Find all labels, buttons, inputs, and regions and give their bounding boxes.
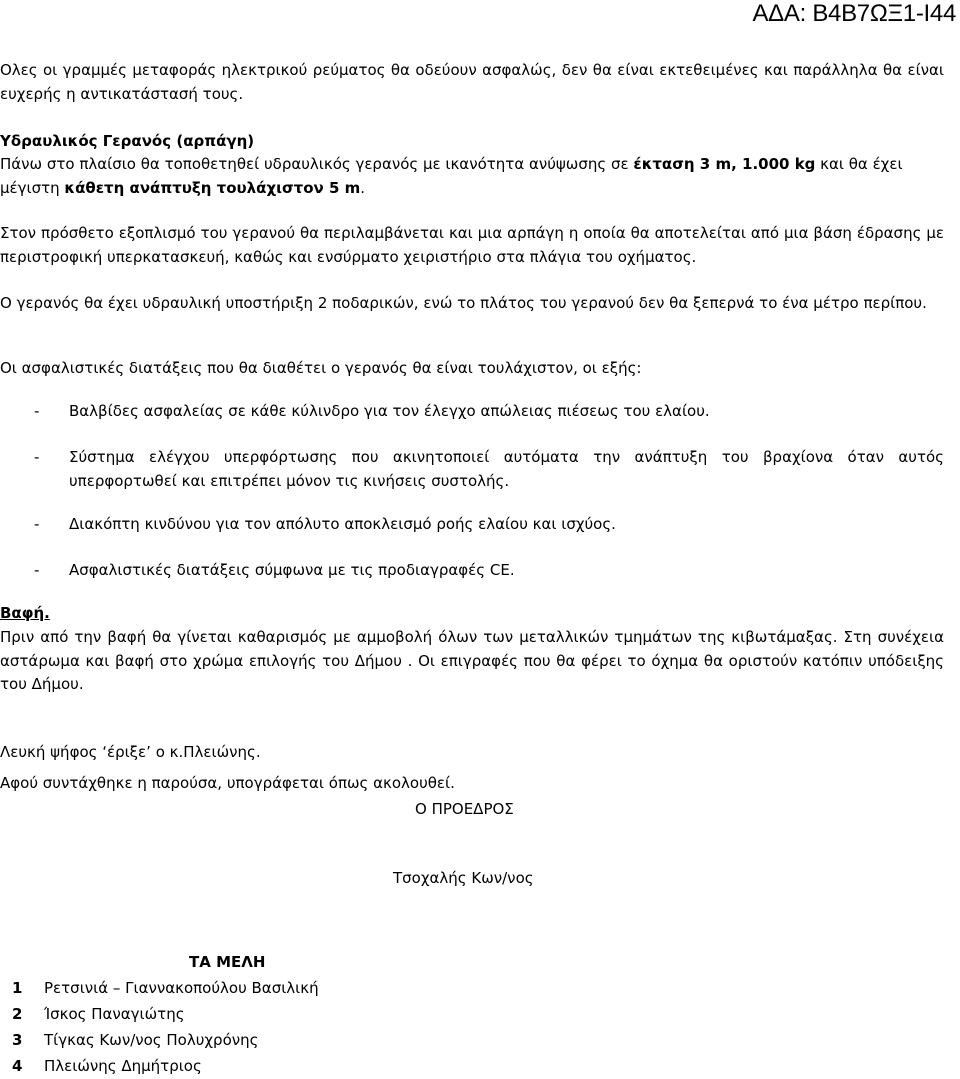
crane-spec-text-a: Πάνω στο πλαίσιο θα τοποθετηθεί υδραυλικός γερανός με ικανότητα ανύψωσης σε	[0, 155, 634, 173]
paragraph-crane-support: Ο γερανός θα έχει υδραυλική υποστήριξη 2 ποδαρικών, ενώ το πλάτος του γερανού δεν θα ξεπερνά το ένα μέτρο περίπου.	[0, 294, 927, 312]
bullet-dash: -	[34, 448, 40, 466]
paragraph-grab-equipment: Στον πρόσθετο εξοπλισμό του γερανού θα περιλαμβάνεται και μια αρπάγη η οποία θα αποτελείται από μια βάση έδρασης με περιστροφική υπερκατασκευή, καθώς και ενσύρματο χειριστήριο στα πλάγια του οχήματος.	[0, 224, 944, 266]
member-number: 1	[12, 979, 23, 997]
list-item	[0, 446, 944, 493]
member-name: Ρετσινιά – Γιαννακοπούλου Βασιλική	[44, 979, 319, 997]
bullet-dash: -	[34, 515, 40, 533]
paragraph-paint: Πριν από την βαφή θα γίνεται καθαρισμός με αμμοβολή όλων των μεταλλικών τμημάτων της κιβωτάμαξας. Στη συνέχεια αστάρωμα και βαφή στο χρώμα επιλογής του Δήμου . Οι επιγραφές που θα φέρει το όχημα θα οριστούν κατόπιν υπόδειξης του Δήμου.	[0, 628, 944, 693]
bullet-text: Ασφαλιστικές διατάξεις σύμφωνα με τις προδιαγραφές CE.	[69, 561, 515, 579]
ada-code: ΑΔΑ: Β4Β7ΩΞ1-Ι44	[752, 0, 956, 27]
crane-spec-paragraph	[0, 153, 944, 200]
vote-line: Λευκή ψήφος ‘έριξε’ ο κ.Πλειώνης.	[0, 743, 261, 761]
member-number: 3	[12, 1031, 23, 1049]
member-number: 2	[12, 1005, 23, 1023]
bullet-dash: -	[34, 561, 40, 579]
list-item	[0, 400, 944, 424]
member-row	[12, 977, 319, 1000]
paint-heading: Βαφή.	[0, 604, 50, 622]
list-item	[0, 559, 944, 583]
crane-heading: Υδραυλικός Γερανός (αρπάγη)	[0, 132, 255, 150]
crane-extension: κάθετη ανάπτυξη τουλάχιστον 5 m	[64, 178, 361, 197]
bullet-text: Σύστημα ελέγχου υπερφόρτωσης που ακινητοποιεί αυτόματα την ανάπτυξη του βραχίονα όταν αυτός υπερφορτωθεί και επιτρέπει μόνον τις κινήσεις συστολής.	[69, 448, 944, 490]
bullet-dash: -	[34, 402, 40, 420]
president-title: Ο ΠΡΟΕΔΡΟΣ	[415, 800, 514, 818]
bullet-text: Διακόπτη κινδύνου για τον απόλυτο αποκλεισμό ροής ελαίου και ισχύος.	[69, 515, 616, 533]
members-title: ΤΑ ΜΕΛΗ	[189, 953, 266, 971]
crane-spec-text-c: και θα έχει μέγιστη	[0, 155, 903, 197]
list-item	[0, 513, 944, 537]
crane-spec-text-e: .	[360, 178, 366, 197]
member-name: Τίγκας Κων/νος Πολυχρόνης	[44, 1031, 259, 1049]
paragraph-safety-intro: Οι ασφαλιστικές διατάξεις που θα διαθέτει ο γερανός θα είναι τουλάχιστον, οι εξής:	[0, 359, 642, 377]
paragraph-power-lines: Ολες οι γραμμές μεταφοράς ηλεκτρικού ρεύματος θα οδεύουν ασφαλώς, δεν θα είναι εκτεθειμένες και παράλληλα θα είναι ευχερής η αντικατάστασή τους.	[0, 61, 944, 103]
member-name: Ίσκος Παναγιώτης	[44, 1005, 185, 1023]
member-row	[12, 1003, 185, 1026]
president-name: Τσοχαλής Κων/νος	[393, 869, 534, 887]
closing-line: Αφού συντάχθηκε η παρούσα, υπογράφεται όπως ακολουθεί.	[0, 774, 455, 792]
member-name: Πλειώνης Δημήτριος	[44, 1057, 202, 1075]
member-row	[12, 1029, 258, 1052]
crane-capacity: έκταση 3 m, 1.000 kg	[633, 155, 816, 173]
member-number: 4	[12, 1057, 23, 1075]
bullet-text: Βαλβίδες ασφαλείας σε κάθε κύλινδρο για τον έλεγχο απώλειας πιέσεως του ελαίου.	[69, 402, 710, 420]
member-row	[12, 1055, 202, 1078]
